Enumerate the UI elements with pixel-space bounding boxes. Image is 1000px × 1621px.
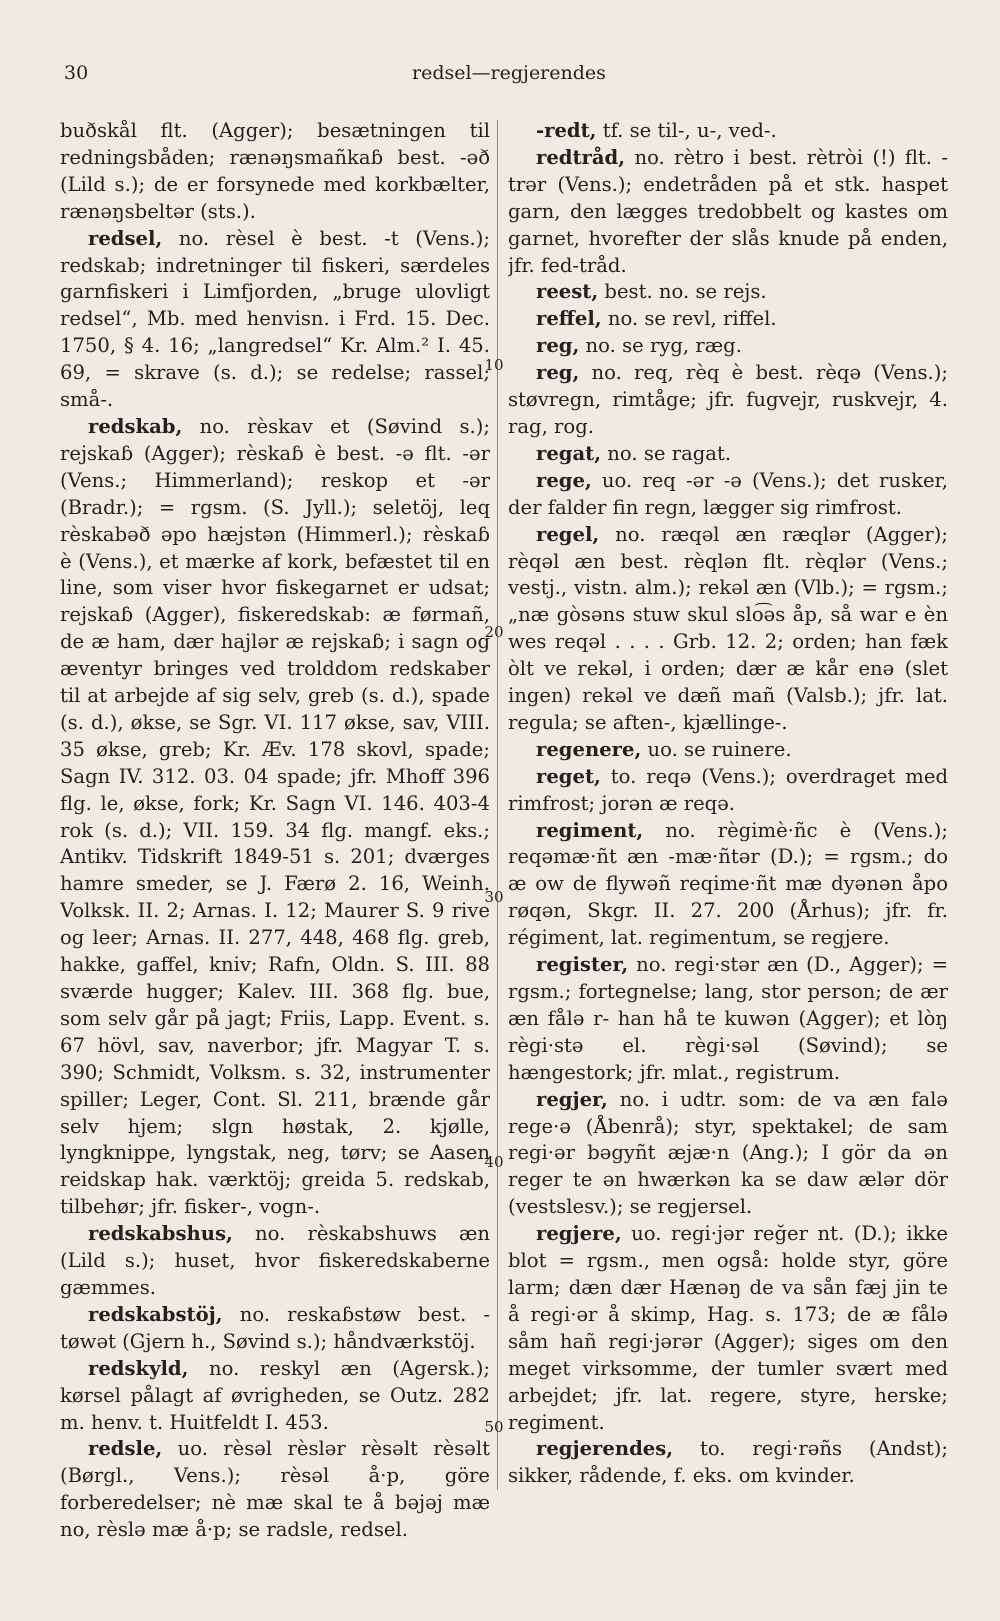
dictionary-entry (508, 764, 948, 818)
dictionary-entry (508, 952, 948, 1087)
entry-headword: regjer, (536, 1087, 608, 1111)
entry-headword: reest, (536, 280, 599, 304)
entry-text: no. i udtr. som: de va æn falə rege·ə (Åbenrå); styr, spektakel; de sam regi·ər bəgyñt æjæ·n (Ang.); I gör da ən reger te ən hwærkən ka se daw ælər dör (vestslesv.); se regjersel. (508, 1087, 948, 1219)
line-number-50: 50 (484, 1418, 504, 1436)
dictionary-entry (508, 333, 948, 360)
entry-text: no. reskaɓstøw best. -tøwət (Gjern h., Søvind s.); håndværkstöj. (60, 1302, 490, 1353)
dictionary-entry (60, 118, 490, 226)
left-column (60, 118, 490, 1608)
dictionary-entry (60, 1436, 490, 1544)
dictionary-entry (60, 226, 490, 414)
right-column (508, 118, 948, 1608)
entry-headword: redsel, (88, 226, 163, 250)
dictionary-entry (508, 468, 948, 522)
dictionary-entry (508, 1221, 948, 1436)
entry-text: no. règimè·ñc è (Vens.); reqəmæ·ñt æn -mæ·ñtər (D.); = rgsm.; do æ ow de flywəñ reqime·ñt mæ dyənən åpo røqən, Skgr. II. 27. 200 (Århus); jfr. fr. régiment, lat. regimentum, se regjere. (508, 818, 948, 950)
dictionary-entry (508, 818, 948, 953)
dictionary-entry (508, 360, 948, 441)
entry-headword: rege, (536, 468, 592, 492)
entry-headword: redsle, (88, 1437, 163, 1461)
line-number-30: 30 (484, 888, 504, 906)
dictionary-entry (508, 1436, 948, 1490)
dictionary-entry (60, 1302, 490, 1356)
dictionary-entry (508, 737, 948, 764)
entry-text: buðskål flt. (Agger); besætningen til redningsbåden; rænəŋsmañkaɓ best. -əð (Lild s.); de er forsynede med korkbælter, rænəŋsbeltər (sts.). (60, 119, 490, 223)
running-head: redsel—regjerendes (412, 62, 606, 84)
entry-headword: redskabstöj, (88, 1302, 223, 1326)
entry-headword: redskyld, (88, 1356, 189, 1380)
entry-headword: reg, (536, 334, 580, 358)
page-number: 30 (64, 62, 89, 84)
dictionary-entry (60, 1221, 490, 1302)
dictionary-entry (508, 145, 948, 280)
line-number-10: 10 (484, 356, 504, 374)
dictionary-entry (508, 118, 948, 145)
entry-text: no. regi·stər æn (D., Agger); = rgsm.; fortegnelse; lang, stor person; de ær æn fålə r- han hå te kuwən (Agger); et lòŋ règi·stə el. règi·səl (Søvind); se hængestork; jfr. mlat., registrum. (508, 953, 948, 1084)
entry-headword: regenere, (536, 737, 642, 761)
entry-text: no. rètro i best. rètròi (!) flt. -trər (Vens.); endetråden på et stk. haspet garn, den lægges tredobbelt og kastes om garnet, hvorefter der slås knude på enden, jfr. fed-tråd. (508, 145, 948, 277)
dictionary-entry (508, 522, 948, 737)
entry-headword: reffel, (536, 307, 602, 331)
entry-text: no. se ryg, ræg. (579, 334, 742, 358)
column-divider (497, 120, 498, 1490)
page-header (0, 62, 1000, 92)
entry-headword: redskab, (88, 414, 183, 438)
entry-headword: redtråd, (536, 145, 626, 169)
entry-text: no. rèskav et (Søvind s.); rejskaɓ (Agger); rèskaɓ è best. -ə flt. -ər (Vens.; Himmerland); reskop et -ər (Bradr.); = rgsm. (S. Jyll.); seletöj, leq rèskabəð əpo hæjstən (Himmerl.); rèskaɓ è (Vens.), et mærke af kork, befæstet til en line, som viser hvor fiskegarnet er udsat; rejskaɓ (Agger), fiskeredskab: æ førmañ, de æ ham, dær hajlər æ rejskaɓ; i sagn og æventyr bringes ved trolddom redskaber til at arbejde af sig selv, greb (s. d.), spade (s. d.), økse, se Sgr. VI. 117 økse, sav, VIII. 35 økse, greb; Kr. Æv. 178 skovl, spade; Sagn IV. 312. 03. 04 spade; jfr. Mhoff 396 flg. le, økse, fork; Kr. Sagn VI. 146. 403-4 rok (s. d.); VII. 159. 34 flg. mangf. eks.; Antikv. Tidskrift 1849-51 s. 201; dværges hamre smeder, se J. Færø 2. 16, Weinh. Volksk. II. 2; Arnas. I. 12; Maurer S. 9 rive og leer; Arnas. II. 277, 448, 468 flg. greb, hakke, gaffel, kniv; Rafn, Oldn. S. III. 88 sværde hugger; Kalev. III. 368 flg. bue, som selv går på jagt; Friis, Lapp. Event. s. 67 hövl, sav, naverbor; jfr. Magyar T. s. 390; Schmidt, Volksm. s. 32, instrumenter spiller; Leger, Cont. Sl. 211, brænde går selv hjem; slgn høstak, 2. kjølle, lyngknippe, lyngstak, neg, tørv; se Aasen reidskap hak. værktöj; greida 5. redskab, tilbehør; jfr. fisker-, vogn-. (60, 414, 490, 1219)
entry-headword: redskabshus, (88, 1222, 233, 1246)
dictionary-entry (508, 279, 948, 306)
entry-text: no. req, rèq è best. rèqə (Vens.); støvregn, rimtåge; jfr. fugvejr, ruskvejr, 4. rag, rog. (508, 361, 948, 438)
entry-text: uo. req -ər -ə (Vens.); det rusker, der falder fin regn, lægger sig rimfrost. (508, 468, 948, 519)
dictionary-entry (60, 414, 490, 1221)
entry-headword: regat, (536, 441, 602, 465)
line-number-20: 20 (484, 623, 504, 641)
entry-headword: regiment, (536, 818, 644, 842)
line-number-40: 40 (484, 1153, 504, 1171)
entry-headword: reg, (536, 361, 580, 385)
entry-text: tf. se til-, u-, ved-. (596, 119, 777, 142)
entry-text: to. reqə (Vens.); overdraget med rimfrost; jorən æ reqə. (508, 764, 948, 815)
entry-headword: -redt, (536, 119, 597, 142)
entry-headword: regjerendes, (536, 1437, 674, 1461)
dictionary-entry (60, 1356, 490, 1437)
entry-text: uo. rèsəl rèslər rèsəlt rèsəlt (Børgl., Vens.); rèsəl å·p, göre forberedelser; nè mæ skal te å bəjəj mæ no, rèslə mæ å·p; se radsle, redsel. (60, 1437, 490, 1542)
entry-text: to. regi·rəñs (Andst); sikker, rådende, f. eks. om kvinder. (508, 1437, 948, 1488)
entry-text: no. rèsel è best. -t (Vens.); redskab; indretninger til fiskeri, særdeles garnfiskeri i Limfjorden, „bruge ulovligt redsel“, Mb. med henvisn. i Frd. 15. Dec. 1750, § 4. 16; „langredsel“ Kr. Alm.² I. 45. 69, = skrave (s. d.); se redelse; rassel; små-. (60, 226, 490, 412)
entry-text: no. ræqəl æn ræqlər (Agger); rèqəl æn best. rèqlən flt. rèqlər (Vens.; vestj., vistn. alm.); rekəl æn (Vlb.); = rgsm.; „næ gòsəns stuw skul slo͡əs åp, så war e èn wes reqəl . . . . Grb. 12. 2; orden; han fæk òlt ve rekəl, i orden; dær æ kår enə (slet ingen) rekəl ve dæñ mañ (Valsb.); jfr. lat. regula; se aften-, kjællinge-. (508, 522, 948, 734)
dictionary-entry (508, 306, 948, 333)
entry-text: no. se revl, riffel. (601, 307, 777, 331)
entry-text: no. se ragat. (601, 441, 732, 465)
dictionary-entry (508, 441, 948, 468)
entry-text: no. rèskabshuws æn (Lild s.); huset, hvor fiskeredskaberne gæmmes. (60, 1222, 490, 1299)
entry-headword: regjere, (536, 1222, 622, 1246)
entry-headword: register, (536, 953, 629, 977)
dictionary-entry (508, 1087, 948, 1222)
entry-headword: reget, (536, 764, 601, 788)
entry-headword: regel, (536, 522, 600, 546)
entry-text: best. no. se rejs. (598, 280, 767, 304)
entry-text: uo. se ruinere. (641, 737, 792, 761)
entry-text: uo. regi·jər reğer nt. (D.); ikke blot = rgsm., men også: holde styr, göre larm; dæn dær Hænəŋ de va sån fæj jin te å regi·ər å skimp, Hag. s. 173; de æ fålə såm hañ regi·jərər (Agger); siges om den meget virksomme, der tumler svært med arbejdet; jfr. lat. regere, styre, herske; regiment. (508, 1222, 948, 1434)
entry-text: no. reskyl æn (Agersk.); kørsel pålagt af øvrigheden, se Outz. 282 m. henv. t. Huitfeldt I. 453. (60, 1356, 490, 1434)
